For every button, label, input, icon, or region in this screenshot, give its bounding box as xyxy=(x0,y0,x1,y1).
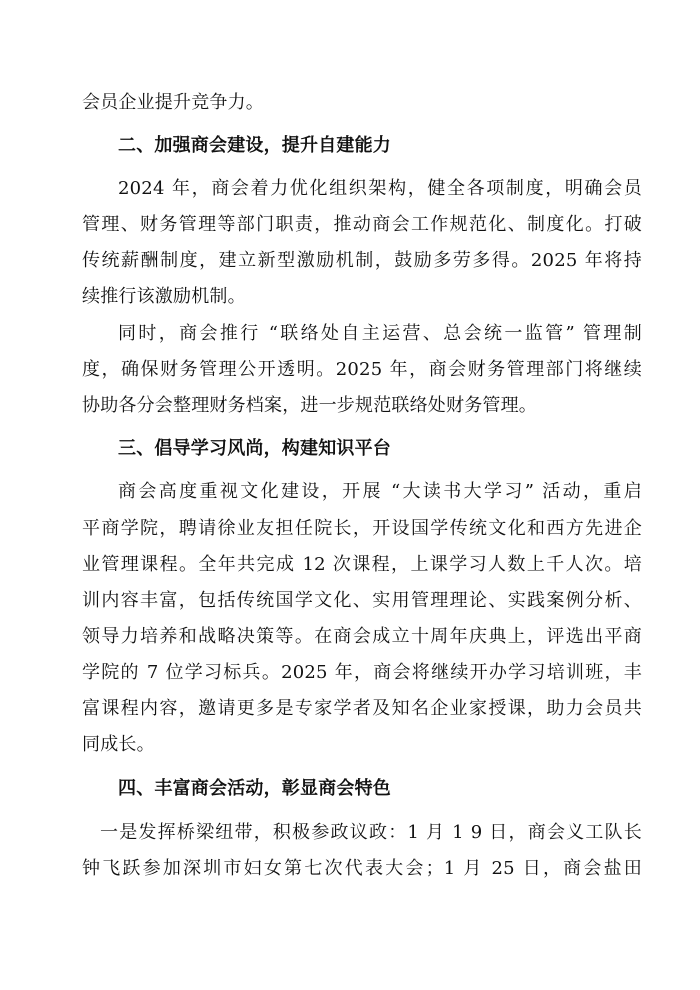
paragraph-line: 领导力培养和战略决策等。在商会成立十周年庆典上，评选出平商 xyxy=(82,626,642,647)
paragraph-line: 富课程内容，邀请更多是专家学者及知名企业家授课，助力会员共 xyxy=(82,698,642,719)
paragraph-line: 传统薪酬制度，建立新型激励机制，鼓励多劳多得。2025 年将持 xyxy=(82,250,642,271)
paragraph-line: 训内容丰富，包括传统国学文化、实用管理理论、实践案例分析、 xyxy=(82,590,642,611)
section-heading-4: 四、丰富商会活动，彰显商会特色 xyxy=(118,778,391,799)
section-heading-3: 三、倡导学习风尚，构建知识平台 xyxy=(118,438,391,459)
paragraph-line: 一是发挥桥梁纽带，积极参政议政：1 月 1 9 日，商会义工队长 xyxy=(100,822,642,843)
paragraph-line: 同成长。 xyxy=(82,734,155,755)
text-line: 会员企业提升竞争力。 xyxy=(82,92,264,113)
paragraph-line: 学院的 7 位学习标兵。2025 年，商会将继续开办学习培训班，丰 xyxy=(82,662,642,683)
paragraph-line: 钟飞跃参加深圳市妇女第七次代表大会；1 月 25 日，商会盐田 xyxy=(82,858,642,879)
paragraph-line: 业管理课程。全年共完成 12 次课程，上课学习人数上千人次。培 xyxy=(82,554,642,575)
paragraph-line: 同时，商会推行 “联络处自主运营、总会统一监管” 管理制 xyxy=(118,323,642,344)
paragraph-line: 度，确保财务管理公开透明。2025 年，商会财务管理部门将继续 xyxy=(82,359,642,380)
paragraph-line: 商会高度重视文化建设，开展 “大读书大学习” 活动，重启 xyxy=(118,481,642,502)
paragraph-line: 续推行该激励机制。 xyxy=(82,286,246,307)
paragraph-line: 协助各分会整理财务档案，进一步规范联络处财务管理。 xyxy=(82,395,537,416)
paragraph-line: 2024 年，商会着力优化组织架构，健全各项制度，明确会员 xyxy=(118,178,642,199)
paragraph-line: 管理、财务管理等部门职责，推动商会工作规范化、制度化。打破 xyxy=(82,214,642,235)
section-heading-2: 二、加强商会建设，提升自建能力 xyxy=(118,135,391,156)
paragraph-line: 平商学院，聘请徐业友担任院长，开设国学传统文化和西方先进企 xyxy=(82,518,642,539)
